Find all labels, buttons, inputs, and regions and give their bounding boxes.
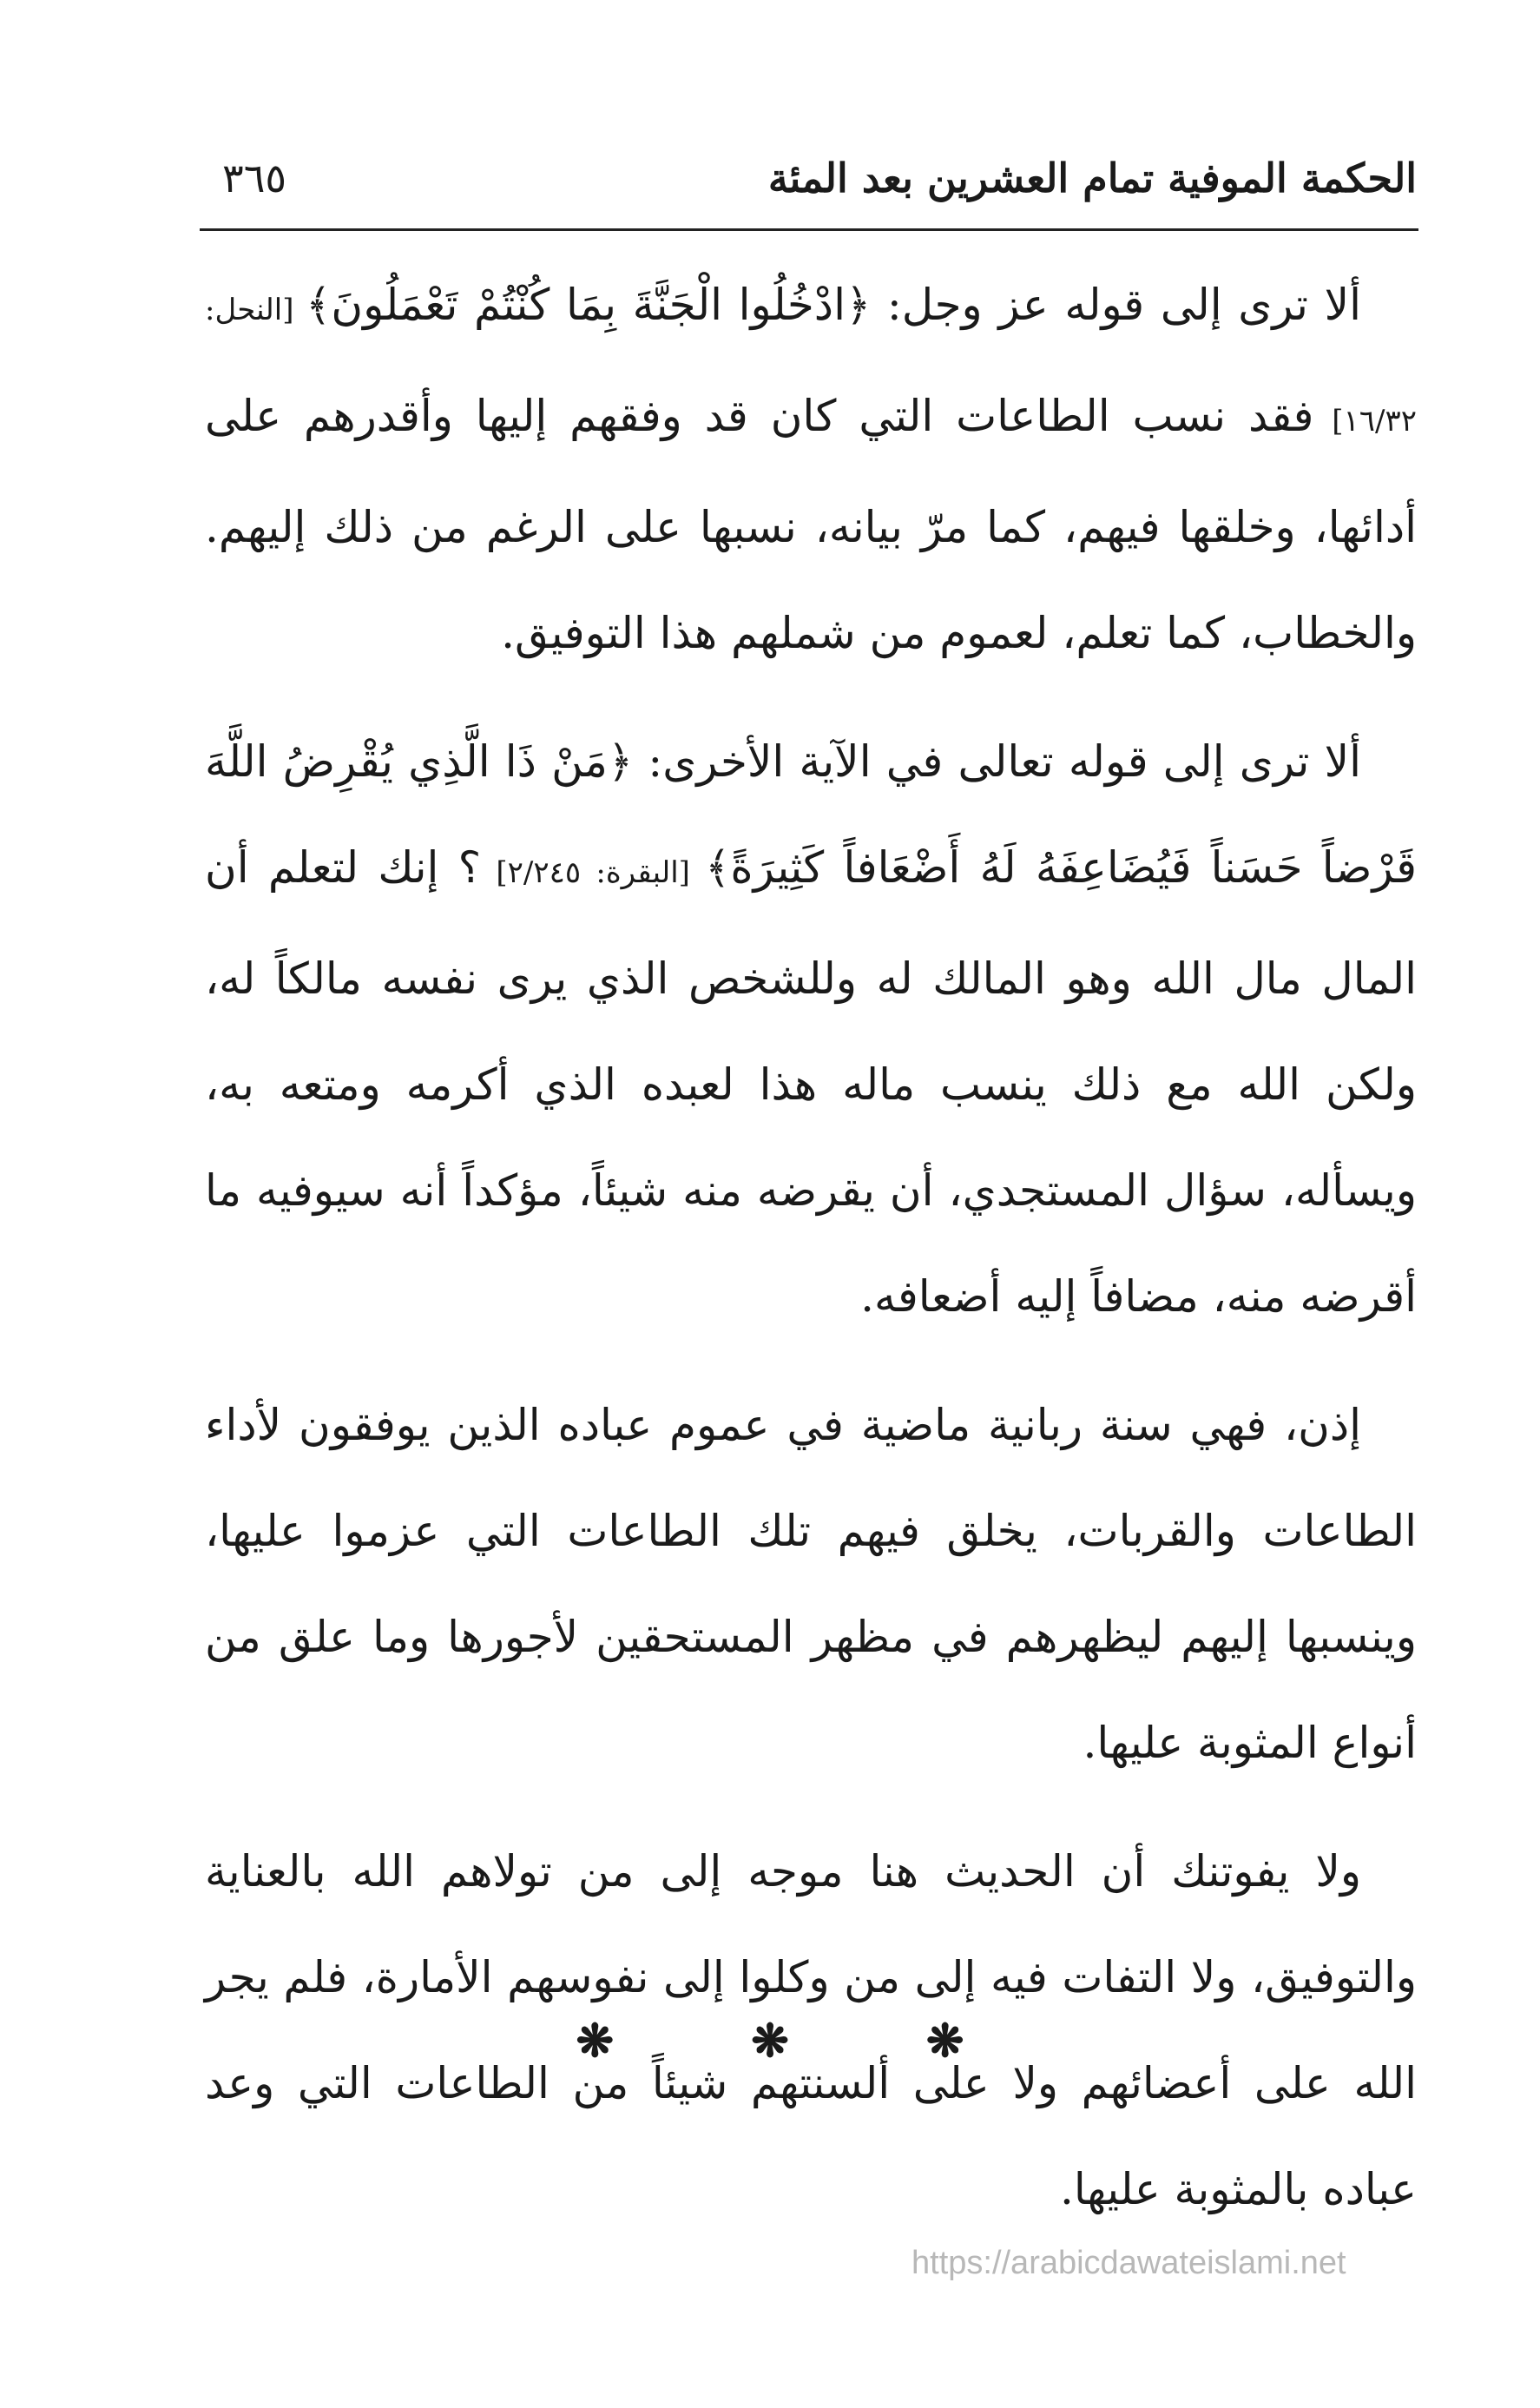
quran-verse: ﴿مَنْ ذَا الَّذِي يُقْرِضُ اللَّهَ قَرْضاً حَسَناً فَيُضَاعِفَهُ لَهُ أَضْعَافاً كَثِيرَةً﴾ [205,736,1417,893]
paragraph-3 [205,1372,1417,1796]
asterisk-icon: ❋ [576,2015,615,2068]
chapter-title: الحكمة الموفية تمام العشرين بعد المئة [767,155,1417,201]
body-text [205,252,1417,2242]
quran-verse: ﴿ادْخُلُوا الْجَنَّةَ بِمَا كُنْتُمْ تَعْمَلُونَ﴾ [306,280,872,330]
paragraph-2 [205,709,1417,1349]
page-header [205,148,1417,231]
verse-reference: [البقرة: ٢/٢٤٥] [481,855,706,890]
page-number: ٣٦٥ [222,155,287,201]
paragraph-lead: ألا ترى إلى قوله عز وجل: [871,280,1361,330]
header-divider [200,228,1418,231]
watermark-url: https://arabicdawateislami.net [911,2245,1346,2281]
verse-reference: [النحل: ١٦/٣٢] [205,293,1417,439]
section-separator [0,2015,1540,2068]
paragraph-text: إذن، فهي سنة ربانية ماضية في عموم عباده الذين يوفقون لأداء الطاعات والقربات، يخلق فيهم تلك الطاعات التي عزموا عليها، وينسبها إليهم ليظهرهم في مظهر المستحقين لأجورها وما علق من أنواع المثوبة عليها. [205,1400,1417,1768]
asterisk-icon: ❋ [925,2015,964,2068]
paragraph-text: فقد نسب الطاعات التي كان قد وفقهم إليها وأقدرهم على أدائها، وخلقها فيهم، كما مرّ بيانه، نسبها على الرغم من ذلك إليهم. والخطاب، كما تعلم، لعموم من شملهم هذا التوفيق. [205,391,1417,658]
paragraph-lead: ألا ترى إلى قوله تعالى في الآية الأخرى: [633,736,1361,787]
asterisk-icon: ❋ [751,2015,789,2068]
paragraph-1 [205,252,1417,686]
paragraph-text: ولا يفوتنك أن الحديث هنا موجه إلى من تولاهم الله بالعناية والتوفيق، ولا التفات فيه إلى من وكلوا إلى نفوسهم الأمارة، فلم يجر الله على أعضائهم ولا على ألسنتهم شيئاً من الطاعات التي وعد عباده بالمثوبة عليها. [205,1846,1417,2214]
paragraph-text: ؟ إنك لتعلم أن المال مال الله وهو المالك له وللشخص الذي يرى نفسه مالكاً له، ولكن الله مع ذلك ينسب ماله هذا لعبده الذي أكرمه ومتعه به، ويسأله، سؤال المستجدي، أن يقرضه منه شيئاً، مؤكداً أنه سيوفيه ما أقرضه منه، مضافاً إليه أضعافه. [205,842,1418,1322]
